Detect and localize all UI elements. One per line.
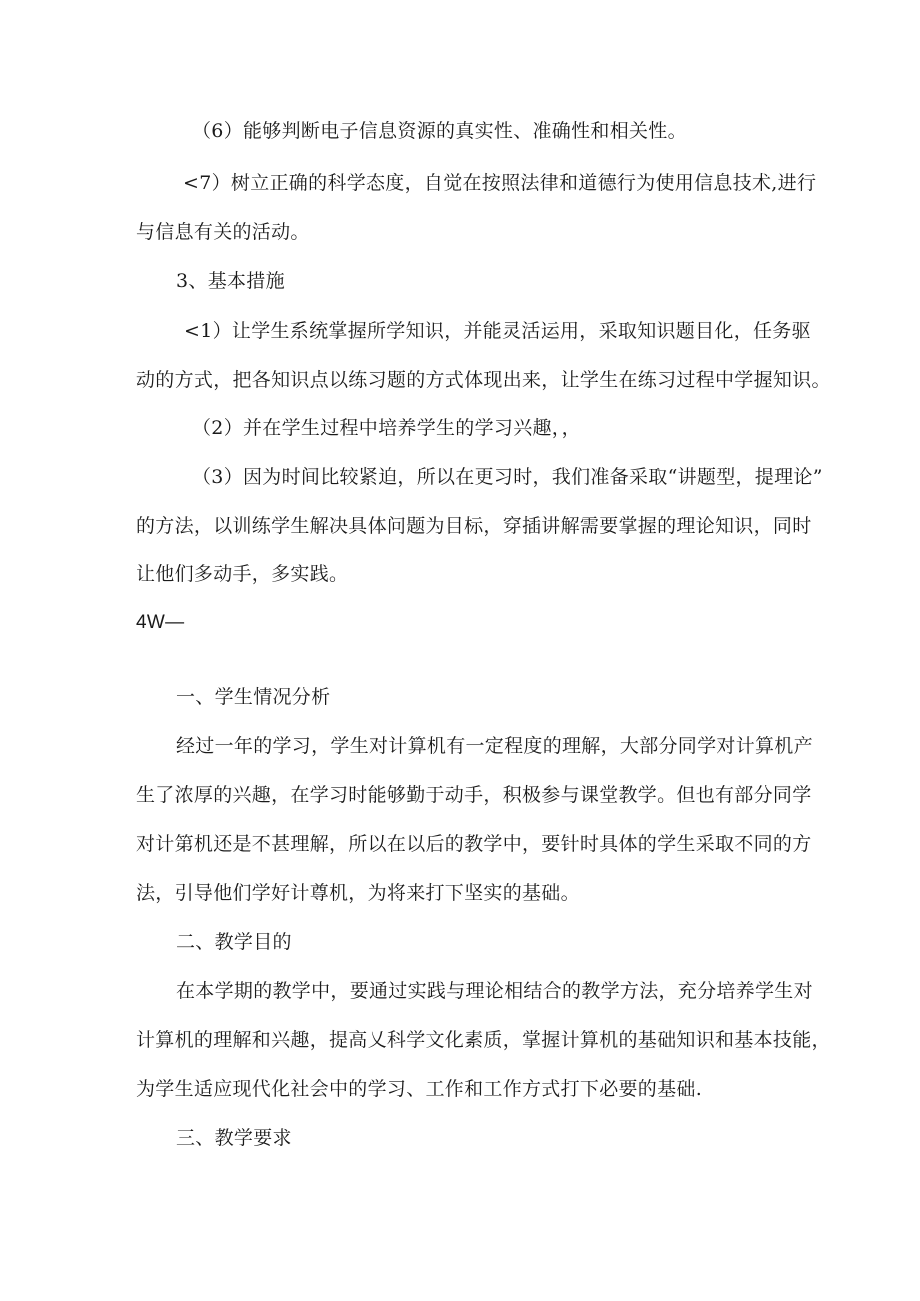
teaching-purpose-line-1: 在本学期的教学中，要通过实践与理论相结合的教学方法，充分培养学生对 [176, 980, 813, 1002]
student-analysis-line-1: 经过一年的学习，学生对计算机有一定程度的理解，大部分同学对计算机产 [176, 735, 813, 757]
paragraph-item-6: （6）能够判断电子信息资源的真实性、准确性和相关性。 [192, 120, 687, 142]
student-analysis-line-2: 生了浓厚的兴趣，在学习时能够勤于动手，积极参与课堂教学。但也有部分同学 [136, 784, 812, 806]
measure-1-line-1: <1）让学生系统掌握所学知识，并能灵活运用，采取知识题目化，任务驱 [184, 320, 811, 342]
measure-1-line-2: 动的方式，把各知识点以练习题的方式体现出来，让学生在练习过程中学握知识。 [136, 369, 831, 391]
student-analysis-line-3: 对计第机还是不甚理解，所以在以后的教学中，要针时具体的学生采取不同的方 [136, 833, 812, 855]
section-marker: 4W— [136, 612, 185, 633]
measure-3-line-1: （3）因为时间比较紧迫，所以在更习时，我们准备采取“讲题型，提理论” [192, 466, 823, 488]
teaching-purpose-line-2: 计算机的理解和兴趣，提高乂科学文化素质，掌握计算机的基础知识和基本技能， [136, 1029, 831, 1051]
teaching-purpose-line-3: 为学生适应现代化社会中的学习、工作和工作方式打下必要的基础. [136, 1078, 703, 1100]
heading-student-analysis: 一、学生情况分析 [176, 686, 331, 708]
student-analysis-line-4: 法，引导他们学好计尊机，为将来打下坚实的基础。 [136, 882, 580, 904]
measure-3-line-2: 的方法，以训练学生解决具体问题为目标，穿插讲解需要掌握的理论知识，同时 [136, 515, 812, 537]
paragraph-item-7-line-1: <7）树立正确的科学态度，自觉在按照法律和道德行为使用信息技术,进行 [183, 172, 817, 194]
heading-teaching-purpose: 二、教学目的 [176, 931, 292, 953]
heading-teaching-requirements: 三、教学要求 [176, 1127, 292, 1149]
measure-3-line-3: 让他们多动手，多实践。 [136, 563, 349, 585]
section-heading-basic-measures: 3、基本措施 [176, 270, 285, 292]
measure-2: （2）并在学生过程中培养学生的学习兴趣，， [192, 417, 581, 439]
paragraph-item-7-line-2: 与信息有关的活动。 [136, 221, 310, 243]
